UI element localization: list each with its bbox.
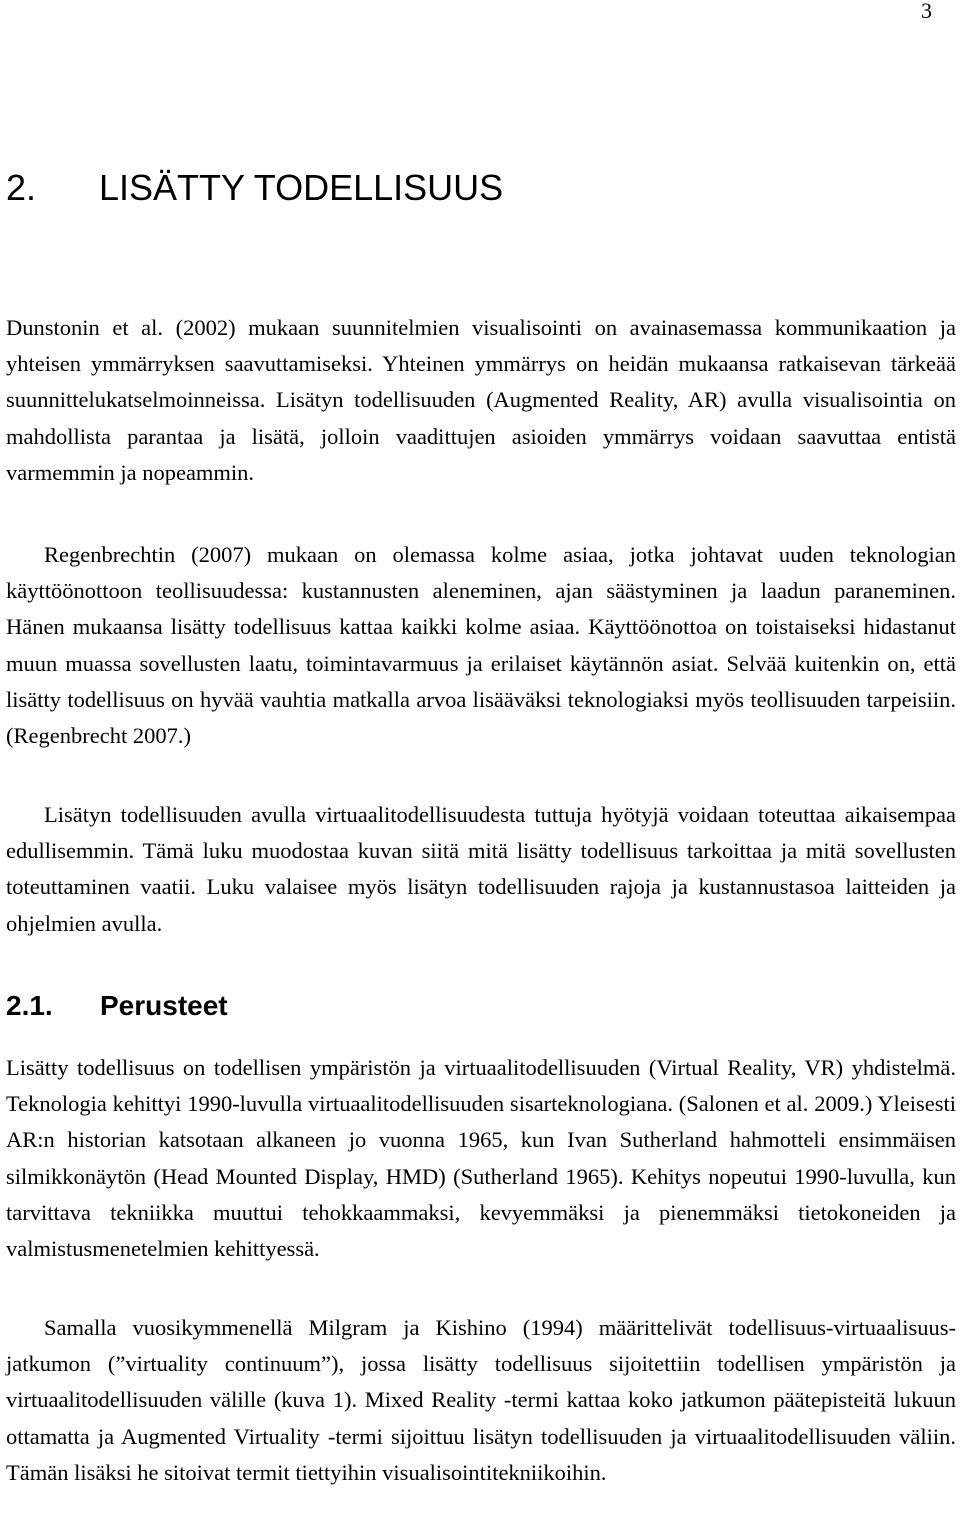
section-paragraph-1: Lisätty todellisuus on todellisen ympäristön ja virtuaalitodellisuuden (Virtual Reality, VR) yhdistelmä. Teknologia kehittyi 1990-luvulla virtuaalitodellisuuden sisarteknologiana. (Salonen et al. 2009.) Yleisesti AR:n historian katsotaan alkaneen jo vuonna 1965, kun Ivan Sutherland hahmotteli ensimmäisen silmikkonäytön (Head Mounted Display, HMD) (Sutherland 1965). Kehitys nopeutui 1990-luvulla, kun tarvittava tekniikka muuttui tehokkaammaksi, kevyemmäksi ja pienemmäksi tietokoneiden ja valmistusmenetelmien kehittyessä. (6, 1055, 956, 1262)
page-number: 3 (921, 0, 932, 23)
intro-paragraph-1: Dunstonin et al. (2002) mukaan suunnitelmien visualisointi on avainasemassa kommunikaation ja yhteisen ymmärryksen saavuttamiseksi. Yhteinen ymmärrys on heidän mukaansa ratkaisevan tärkeää suunnittelukatselmoinneissa. Lisätyn todellisuuden (Augmented Reality, AR) avulla visualisointia on mahdollista parantaa ja lisätä, jolloin vaadittujen asioiden ymmärrys voidaan saavuttaa entistä varmemmin ja nopeammin. (6, 315, 956, 485)
intro-paragraph-2: Regenbrechtin (2007) mukaan on olemassa kolme asiaa, jotka johtavat uuden teknologian käyttöönottoon teollisuudessa: kustannusten aleneminen, ajan säästyminen ja laadun paraneminen. Hänen mukaansa lisätty todellisuus kattaa kaikki kolme asiaa. Käyttöönottoa on toistaiseksi hidastanut muun muassa sovellusten laatu, toimintavarmuus ja erilaiset käytännön asiat. Selvää kuitenkin on, että lisätty todellisuus on hyvää vauhtia matkalla arvoa lisääväksi teknologiaksi myös teollisuuden tarpeisiin. (Regenbrecht 2007.) (6, 542, 956, 749)
section-heading (6, 988, 228, 1024)
chapter-title: LISÄTTY TODELLISUUS (99, 167, 504, 208)
intro-paragraph-3: Lisätyn todellisuuden avulla virtuaalitodellisuudesta tuttuja hyötyjä voidaan toteuttaa aikaisempaa edullisemmin. Tämä luku muodostaa kuvan siitä mitä lisätty todellisuus tarkoittaa ja mitä sovellusten toteuttaminen vaatii. Luku valaisee myös lisätyn todellisuuden rajoja ja kustannustasoa laitteiden ja ohjelmien avulla. (6, 802, 956, 936)
chapter-number: 2. (6, 167, 37, 208)
chapter-heading (6, 166, 503, 210)
section-paragraph-2: Samalla vuosikymmenellä Milgram ja Kishino (1994) määrittelivät todellisuus-virtuaalisuus-jatkumon (”virtuality continuum”), jossa lisätty todellisuus sijoitettiin todellisen ympäristön ja virtuaalitodellisuuden välille (kuva 1). Mixed Reality -termi kattaa koko jatkumon päätepisteitä lukuun ottamatta ja Augmented Virtuality -termi sijoittuu lisätyn todellisuuden ja virtuaalitodellisuuden väliin. Tämän lisäksi he sitoivat termit tiettyihin visualisointitekniikoihin. (6, 1315, 956, 1485)
section-title: Perusteet (100, 990, 228, 1021)
section-number: 2.1. (6, 990, 53, 1021)
